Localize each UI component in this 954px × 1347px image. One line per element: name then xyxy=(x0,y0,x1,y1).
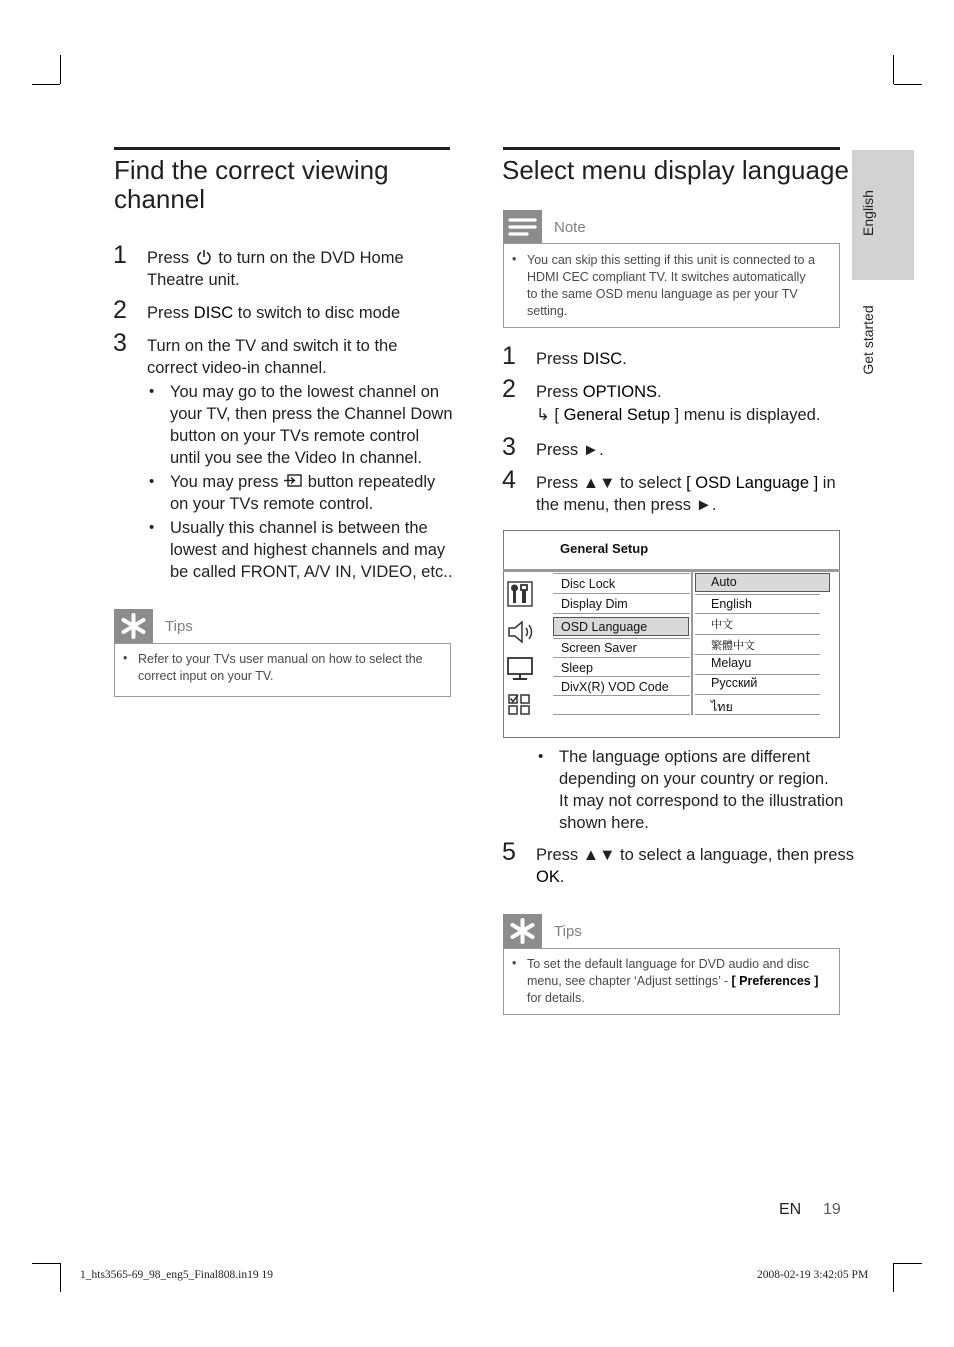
left-step-3-line2: correct video-in channel. xyxy=(147,359,327,377)
right-step-1-post: . xyxy=(622,350,627,368)
right-step-2-post: . xyxy=(657,383,662,401)
note-line1: You can skip this setting if this unit is connected to a xyxy=(527,253,815,267)
option-traditional-chinese: 繁體中文 xyxy=(711,640,755,652)
right-step-5-post: . xyxy=(559,868,565,886)
menu-item-osd-language: OSD Language xyxy=(561,620,648,634)
left-bullet-3-line3: be called FRONT, A/V IN, VIDEO, etc.. xyxy=(170,563,453,581)
right-step-2-sub-key: General Setup xyxy=(563,406,671,424)
footer-file-name: 1_hts3565-69_98_eng5_Final808.in19 19 xyxy=(80,1269,273,1281)
page-number: 19 xyxy=(823,1201,841,1218)
left-step-2-key: DISC xyxy=(193,304,234,322)
right-step-1-text xyxy=(536,348,627,370)
option-line xyxy=(695,594,820,595)
bullet-dot: • xyxy=(149,519,155,536)
right-bullet-line3: It may not correspond to the illustration xyxy=(559,792,844,810)
option-russian: Русский xyxy=(711,676,758,690)
menu-item-line xyxy=(553,714,690,715)
left-step-2-pre: Press xyxy=(147,304,190,322)
right-tips-line2 xyxy=(527,973,818,990)
bullet-dot: • xyxy=(149,473,155,490)
monitor-icon xyxy=(507,657,533,681)
right-step-5-text xyxy=(536,844,854,866)
right-bullet-line2: depending on your country or region. xyxy=(559,770,829,788)
right-step-5-key: OK xyxy=(536,868,560,886)
left-step-3-line1: Turn on the TV and switch it to the xyxy=(147,337,398,355)
option-line xyxy=(695,714,820,715)
osd-menu-title-divider xyxy=(503,569,840,572)
right-step-4-pre: Press xyxy=(536,474,579,492)
lines-icon xyxy=(503,210,542,243)
right-step-2-number: 2 xyxy=(502,375,516,403)
right-bullet-line1: The language options are different xyxy=(559,748,811,766)
osd-menu-column-divider xyxy=(691,572,693,715)
left-title-line2: channel xyxy=(114,184,206,214)
crop-mark-bl-h xyxy=(32,1263,60,1264)
left-bullet-1-line4: until you see the Video In channel. xyxy=(170,449,422,467)
right-step-5-number: 5 xyxy=(502,838,516,866)
left-bullet-2-line2: on your TVs remote control. xyxy=(170,495,374,513)
left-bullet-2-line1 xyxy=(170,471,435,493)
source-input-icon xyxy=(283,474,303,488)
menu-item-line xyxy=(553,657,690,658)
right-step-2-key: OPTIONS xyxy=(582,383,658,401)
right-step-5-line2 xyxy=(536,866,564,888)
right-step-1-number: 1 xyxy=(502,342,516,370)
option-line xyxy=(695,654,820,655)
crop-mark-br-v xyxy=(893,1263,894,1292)
left-title-line1: Find the correct viewing xyxy=(114,155,389,185)
menu-item-line xyxy=(553,613,690,614)
crop-mark-tl-v xyxy=(60,55,61,84)
menu-item-screen-saver: Screen Saver xyxy=(561,641,637,655)
left-step-1-post: to turn on the DVD Home xyxy=(218,249,404,267)
option-line xyxy=(695,694,820,695)
tips-icon xyxy=(114,609,153,643)
menu-item-divx-vod-code: DivX(R) VOD Code xyxy=(561,680,669,694)
right-step-2-sub-pre: [ xyxy=(554,406,560,424)
left-step-1-line2: Theatre unit. xyxy=(147,271,240,289)
right-tips-key: [ Preferences ] xyxy=(731,974,819,988)
right-title-rule xyxy=(503,147,840,150)
right-step-2-pre: Press xyxy=(536,383,579,401)
left-bullet-1-line2: your TV, then press the Channel Down xyxy=(170,405,453,423)
menu-item-disc-lock: Disc Lock xyxy=(561,577,616,591)
preferences-icon xyxy=(508,694,532,716)
note-line3: to the same OSD menu language as per your TV xyxy=(527,287,798,301)
left-step-2-post: to switch to disc mode xyxy=(237,304,401,322)
bullet-dot: • xyxy=(149,383,155,400)
power-icon xyxy=(196,249,212,265)
left-bullet-2-pre: You may press xyxy=(170,473,279,491)
right-step-2-sub-post: ] menu is displayed. xyxy=(674,406,821,424)
right-step-3-pre: Press xyxy=(536,441,579,459)
left-bullet-2-post: button repeatedly xyxy=(307,473,436,491)
note-line2: HDMI CEC compliant TV. It switches automatically xyxy=(527,270,806,284)
bullet-dot: • xyxy=(123,651,128,665)
right-tips-line3: for details. xyxy=(527,991,585,1005)
left-step-1-pre: Press xyxy=(147,249,190,267)
right-step-3-text xyxy=(536,439,604,461)
left-bullet-3-line2: lowest and highest channels and may xyxy=(170,541,446,559)
right-step-5-mid: to select a language, then press xyxy=(620,846,854,864)
option-thai: ไทย xyxy=(711,700,733,714)
bullet-dot: • xyxy=(512,956,517,970)
left-tips-line1: Refer to your TVs user manual on how to select the xyxy=(138,652,423,666)
speaker-icon xyxy=(507,620,535,644)
right-tips-line2-text: menu, see chapter ‘Adjust settings’ - xyxy=(527,974,729,988)
right-step-4-mid: to select xyxy=(620,474,682,492)
right-step-1-pre: Press xyxy=(536,350,579,368)
left-title-rule xyxy=(114,147,450,150)
left-step-1-number: 1 xyxy=(113,241,127,269)
note-line4: setting. xyxy=(527,304,568,318)
right-step-5-pre: Press xyxy=(536,846,579,864)
footer-timestamp: 2008-02-19 3:42:05 PM xyxy=(757,1269,869,1281)
menu-item-line xyxy=(553,676,690,677)
note-icon xyxy=(503,210,542,243)
result-arrow-icon: ↳ xyxy=(536,406,550,424)
tools-icon xyxy=(507,581,533,607)
right-step-4-post: in xyxy=(822,474,836,492)
right-step-4-line2: the menu, then press ►. xyxy=(536,496,717,514)
right-tips-label: Tips xyxy=(554,923,582,940)
right-bullet-line4: shown here. xyxy=(559,814,649,832)
up-down-arrows-icon: ▲▼ xyxy=(582,846,616,864)
right-tips-line1: To set the default language for DVD audio and disc xyxy=(527,957,810,971)
right-step-3-number: 3 xyxy=(502,433,516,461)
left-step-2-text xyxy=(147,302,400,324)
crop-mark-tr-h xyxy=(894,84,922,85)
option-line xyxy=(695,674,820,675)
option-english: English xyxy=(711,597,752,611)
bullet-dot: • xyxy=(538,748,544,765)
left-step-3-number: 3 xyxy=(113,329,127,357)
left-tips-line2: correct input on your TV. xyxy=(138,669,274,683)
menu-item-line xyxy=(553,638,690,639)
menu-item-line xyxy=(553,593,690,594)
note-label: Note xyxy=(554,219,586,236)
menu-item-sleep: Sleep xyxy=(561,661,593,675)
right-title: Select menu display language xyxy=(502,155,849,185)
left-bullet-1-line1: You may go to the lowest channel on xyxy=(170,383,440,401)
page-language: EN xyxy=(779,1201,802,1218)
right-step-4-text xyxy=(536,472,836,494)
bullet-dot: • xyxy=(512,252,517,266)
left-bullet-1-line3: button on your TVs remote control xyxy=(170,427,420,445)
crop-mark-tl-h xyxy=(32,84,60,85)
option-line xyxy=(695,613,820,614)
menu-item-display-dim: Display Dim xyxy=(561,597,628,611)
right-step-4-number: 4 xyxy=(502,466,516,494)
left-step-2-number: 2 xyxy=(113,296,127,324)
option-simplified-chinese: 中文 xyxy=(711,619,733,631)
right-step-1-key: DISC xyxy=(582,350,623,368)
option-melayu: Melayu xyxy=(711,656,752,670)
asterisk-icon xyxy=(114,609,153,643)
right-step-2-text xyxy=(536,381,662,403)
left-step-1-text xyxy=(147,247,404,269)
left-tips-label: Tips xyxy=(165,618,193,635)
asterisk-icon xyxy=(503,914,542,948)
menu-item-line xyxy=(553,573,690,574)
up-down-arrows-icon: ▲▼ xyxy=(582,474,616,492)
option-auto: Auto xyxy=(711,575,737,589)
right-step-4-key: [ OSD Language ] xyxy=(686,474,819,492)
right-step-3-post: ►. xyxy=(582,441,604,459)
menu-item-line xyxy=(553,695,690,696)
tips-icon xyxy=(503,914,542,948)
osd-menu-title: General Setup xyxy=(560,541,649,556)
section-label: Get started xyxy=(860,305,876,375)
option-line xyxy=(695,634,820,635)
crop-mark-tr-v xyxy=(893,55,894,84)
crop-mark-bl-v xyxy=(60,1263,61,1292)
crop-mark-br-h xyxy=(894,1263,922,1264)
right-step-2-result xyxy=(536,404,820,426)
language-tab-label: English xyxy=(860,190,876,236)
left-bullet-3-line1: Usually this channel is between the xyxy=(170,519,428,537)
